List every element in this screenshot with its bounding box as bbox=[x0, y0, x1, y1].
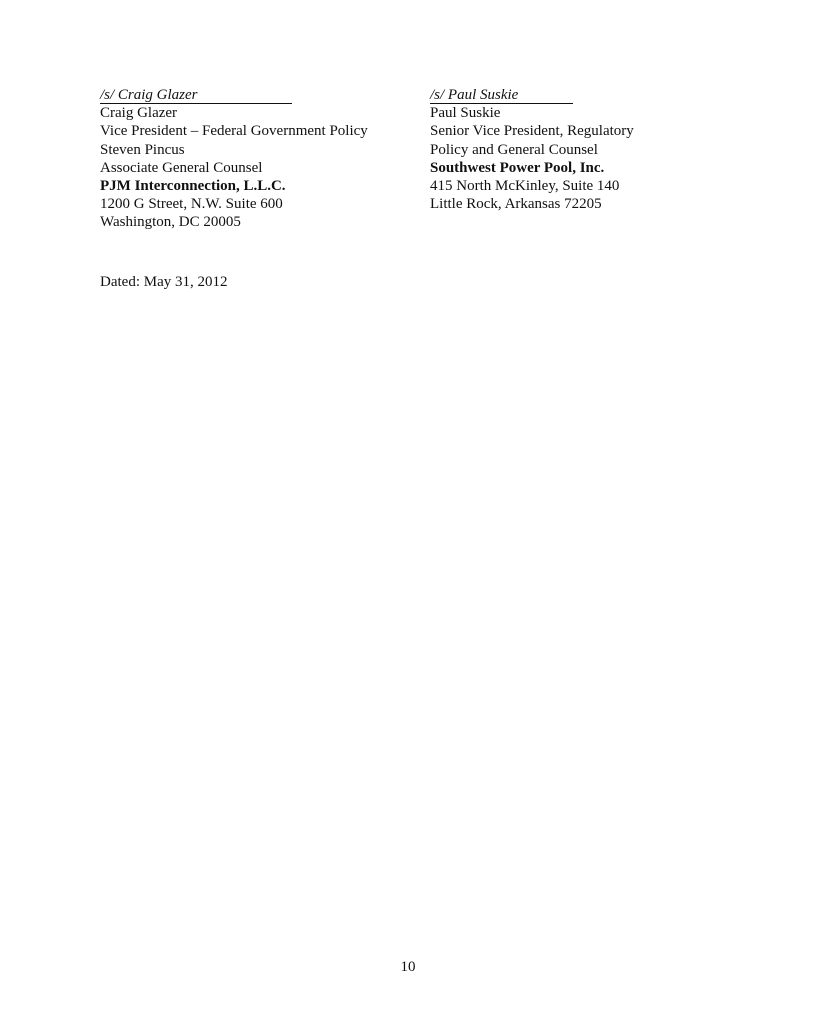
right-address-street: 415 North McKinley, Suite 140 bbox=[430, 178, 620, 195]
right-title-line-2: Policy and General Counsel bbox=[430, 141, 598, 158]
left-second-title: Associate General Counsel bbox=[100, 159, 263, 176]
left-signature-line bbox=[100, 86, 400, 104]
left-name: Craig Glazer bbox=[100, 105, 178, 122]
left-title: Vice President – Federal Government Policy bbox=[100, 123, 368, 140]
left-address-city: Washington, DC 20005 bbox=[100, 214, 241, 231]
left-signature-block bbox=[100, 86, 400, 232]
page-number: 10 bbox=[400, 959, 416, 975]
right-signature: /s/ Paul Suskie bbox=[430, 87, 573, 104]
right-title-line-1: Senior Vice President, Regulatory bbox=[430, 123, 634, 140]
right-name: Paul Suskie bbox=[430, 105, 501, 122]
right-signature-line bbox=[430, 86, 690, 104]
left-second-name: Steven Pincus bbox=[100, 141, 185, 158]
left-address-street: 1200 G Street, N.W. Suite 600 bbox=[100, 196, 283, 213]
left-organization: PJM Interconnection, L.L.C. bbox=[100, 178, 286, 195]
left-signature: /s/ Craig Glazer bbox=[100, 87, 292, 104]
dated-line: Dated: May 31, 2012 bbox=[100, 274, 228, 290]
right-signature-block bbox=[430, 86, 690, 213]
right-address-city: Little Rock, Arkansas 72205 bbox=[430, 196, 602, 213]
right-organization: Southwest Power Pool, Inc. bbox=[430, 159, 605, 176]
